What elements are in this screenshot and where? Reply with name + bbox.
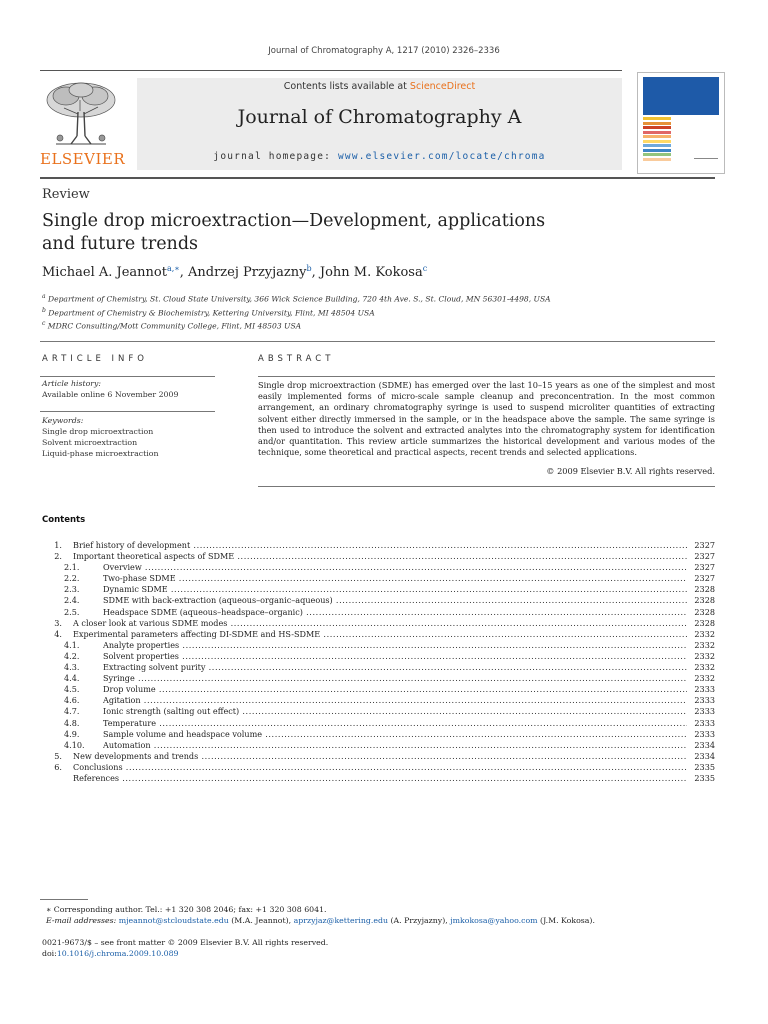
table-of-contents [42,540,715,784]
toc-entry[interactable] [42,618,715,629]
toc-label[interactable]: Syringe ..... [103,673,687,684]
journal-banner [137,78,622,170]
article-title [42,210,682,256]
affiliation-mark: c [42,320,46,328]
toc-number: 4.10. [64,739,85,750]
issn-line: 0021-9673/$ – see front matter © 2009 Elsevier B.V. All rights reserved. [42,938,329,947]
toc-entry[interactable] [42,584,715,595]
article-info-heading: ARTICLE INFO [42,354,148,364]
author-affiliation-link[interactable]: a,∗ [166,264,180,273]
toc-label[interactable]: Sample volume and headspace volume ..... [103,729,687,740]
author-name: Andrzej Przyjazny [187,265,307,280]
toc-entry[interactable] [42,762,715,773]
history-value: Available online 6 November 2009 [42,389,179,399]
keywords-label: Keywords: [42,416,84,425]
author-affiliation-link[interactable]: c [422,264,428,273]
toc-page: 2327 [689,551,715,562]
toc-label[interactable]: New developments and trends ..... [73,751,687,762]
author-name: John M. Kokosa [319,265,423,280]
toc-entry[interactable] [42,651,715,662]
toc-label[interactable]: Headspace SDME (aqueous–headspace–organic) ..... [103,607,687,618]
abstract-rule [258,486,715,487]
toc-number: 6. [54,761,62,772]
affiliation-text: MDRC Consulting/Mott Community College, Flint, MI 48503 USA [45,321,302,331]
footnote-rule [40,899,88,900]
journal-cover-thumbnail[interactable] [637,72,725,174]
toc-entry[interactable] [42,573,715,584]
affiliation [42,318,551,332]
affiliation-mark: a [42,293,46,300]
toc-page: 2335 [689,762,715,773]
keyword: Liquid-phase microextraction [42,449,159,458]
toc-page: 2332 [689,662,715,673]
toc-number: 4. [54,628,62,639]
toc-number: 2. [54,551,62,562]
email-link[interactable]: jmkokosa@yahoo.com [450,915,538,925]
toc-label[interactable]: Dynamic SDME ..... [103,584,687,595]
article-info-rule [40,376,215,377]
section-rule [40,341,715,342]
homepage-prefix: journal homepage: [213,151,338,162]
toc-entry[interactable] [42,662,715,673]
toc-page: 2333 [689,695,715,706]
corresponding-author-note [46,905,595,916]
article-title-line-1: Single drop microextraction—Development, applications [42,211,546,231]
toc-page: 2328 [689,618,715,629]
toc-number: 4.3. [64,662,80,673]
keyword: Solvent microextraction [42,438,138,447]
author-name: Michael A. Jeannot [42,265,167,280]
toc-label[interactable]: Experimental parameters affecting DI-SDME and HS-SDME ..... [73,629,687,640]
history-label: Article history: [42,379,102,388]
toc-label[interactable]: Overview ..... [103,562,687,573]
affiliation-mark: b [42,306,46,314]
toc-page: 2333 [689,706,715,717]
toc-number: 4.6. [64,695,80,706]
toc-number: 4.5. [64,684,80,695]
toc-number: 4.4. [64,673,80,684]
toc-entry[interactable] [42,684,715,695]
toc-entry[interactable] [42,740,715,751]
contents-heading: Contents [42,515,86,525]
front-matter-footer [42,937,328,959]
elsevier-logo[interactable] [40,78,126,168]
affiliations [42,291,551,332]
affiliation-text: Department of Chemistry & Biochemistry, Kettering University, Flint, MI 48504 USA [45,308,375,318]
toc-entry[interactable] [42,751,715,762]
cover-header-band [643,77,719,115]
toc-number: 1. [54,540,62,550]
toc-entry[interactable] [42,673,715,684]
toc-number: 4.1. [64,639,80,650]
toc-page: 2333 [689,718,715,729]
affiliation [42,305,551,319]
toc-number: 3. [54,617,62,628]
abstract-heading: ABSTRACT [258,354,335,364]
toc-number: 2.1. [64,562,80,573]
toc-number: 2.5. [64,606,80,617]
footnote [46,905,595,927]
toc-page: 2333 [689,684,715,695]
header-rule [40,70,622,71]
toc-number: 4.9. [64,728,80,739]
author-affiliation-link[interactable]: b [306,264,312,273]
journal-homepage [137,151,622,162]
toc-page: 2334 [689,751,715,762]
abstract-text: Single drop microextraction (SDME) has emerged over the last 10–15 years as one of the simplest and most easily implemented forms of micro-scale sample cleanup and preconcentration. In the most common arrangement, an ordinary chromatography syringe is used to suspend microliter quantities of extracting solvent either directly immersed in the sample, or in the headspace above the sample. The same syringe is then used to introduce the solvent and extracted analytes into the chromatography system for identification and/or quantitation. This review article summarizes the historical development and various modes of the technique, some theoretical and practical aspects, recent trends and selected applications. [258,380,715,458]
toc-page: 2328 [689,607,715,618]
toc-number: 4.2. [64,650,80,661]
toc-number: 2.2. [64,573,80,584]
corresponding-text: Corresponding author. Tel.: +1 320 308 2046; fax: +1 320 308 6041. [51,905,327,914]
toc-page: 2332 [689,629,715,640]
toc-entry[interactable] [42,729,715,740]
affiliation-text: Department of Chemistry, St. Cloud State University, 366 Wick Science Building, 720 4th Ave. S., St. Cloud, MN 56301-4498, USA [45,294,551,304]
article-info-rule [40,411,215,412]
toc-number: 2.3. [64,584,80,595]
toc-label[interactable]: Temperature ..... [103,718,687,729]
toc-entry[interactable] [42,629,715,640]
toc-entry[interactable] [42,562,715,573]
toc-entry[interactable] [42,640,715,651]
article-title-line-2: and future trends [42,234,199,254]
keywords [42,415,158,459]
toc-number: 2.4. [64,595,80,606]
toc-number: 4.8. [64,717,80,728]
toc-page: 2328 [689,595,715,606]
email-owner: (J.M. Kokosa). [537,915,595,925]
toc-entry[interactable] [42,718,715,729]
email-owner: (M.A. Jeannot), [228,915,294,925]
toc-label[interactable]: Two-phase SDME ..... [103,573,687,584]
toc-label[interactable]: Analyte properties ..... [103,640,687,651]
toc-page: 2327 [689,573,715,584]
toc-page: 2332 [689,673,715,684]
tree-icon [40,78,122,150]
affiliation [42,291,551,305]
toc-label[interactable]: Ionic strength (salting out effect) ..... [103,706,687,717]
contents-prefix: Contents lists available at [283,81,410,92]
email-owner: (A. Przyjazny), [388,915,451,925]
journal-citation: Journal of Chromatography A, 1217 (2010) 2326–2336 [268,46,500,56]
toc-entry[interactable] [42,551,715,562]
toc-label[interactable]: Conclusions ..... [73,762,687,773]
toc-entry[interactable] [42,773,715,784]
toc-label[interactable]: Important theoretical aspects of SDME ..... [73,551,687,562]
masthead-rule [40,177,715,179]
keyword: Single drop microextraction [42,427,154,436]
doi-line [42,948,328,959]
email-label: E-mail addresses: [46,915,117,925]
toc-page: 2334 [689,740,715,751]
author-list: Michael A. Jeannot$^{a,∗}$, Andrzej Przyjazny$^b$, John M. Kokosa$^c$ [42,264,428,280]
doi-link[interactable]: 10.1016/j.chroma.2009.10.089 [56,949,179,958]
cover-color-bars [643,117,671,162]
article-type: Review [42,187,90,202]
email-link[interactable]: aprzyjaz@kettering.edu [293,915,389,925]
article-history [42,379,178,400]
toc-label[interactable]: Solvent properties ..... [103,651,687,662]
elsevier-wordmark: ELSEVIER [40,150,126,168]
toc-label[interactable]: A closer look at various SDME modes ..... [73,618,687,629]
toc-page: 2328 [689,584,715,595]
toc-number: 4.7. [64,706,80,717]
toc-page: 2335 [689,773,715,784]
toc-page: 2327 [689,562,715,573]
abstract-rule [258,376,715,377]
toc-label[interactable]: Agitation ..... [103,695,687,706]
toc-label[interactable]: Extracting solvent purity ..... [103,662,687,673]
toc-entry[interactable] [42,695,715,706]
toc-page: 2332 [689,640,715,651]
email-link[interactable]: mjeannot@stcloudstate.edu [118,915,229,925]
toc-page: 2332 [689,651,715,662]
toc-entry[interactable] [42,607,715,618]
toc-page: 2327 [689,540,715,551]
toc-entry[interactable] [42,540,715,551]
toc-number: 5. [54,750,62,761]
cover-footer-mark [694,158,718,167]
journal-title: Journal of Chromatography A [237,106,522,128]
homepage-link[interactable]: www.elsevier.com/locate/chroma [337,151,546,162]
footnote-mark: ∗ [46,905,52,914]
email-addresses [46,916,595,927]
toc-label[interactable]: References ..... [73,773,687,784]
toc-label[interactable]: Automation ..... [103,740,687,751]
contents-available-line [137,81,622,92]
abstract-copyright: © 2009 Elsevier B.V. All rights reserved. [546,466,715,476]
toc-label[interactable]: Drop volume ..... [103,684,687,695]
doi-prefix: doi: [42,949,57,958]
sciencedirect-link[interactable]: ScienceDirect [409,81,476,92]
toc-label[interactable]: SDME with back-extraction (aqueous–organic–aqueous) ..... [103,595,687,606]
toc-label[interactable]: Brief history of development ..... [73,540,687,551]
toc-entry[interactable] [42,595,715,606]
toc-page: 2333 [689,729,715,740]
toc-entry[interactable] [42,706,715,717]
